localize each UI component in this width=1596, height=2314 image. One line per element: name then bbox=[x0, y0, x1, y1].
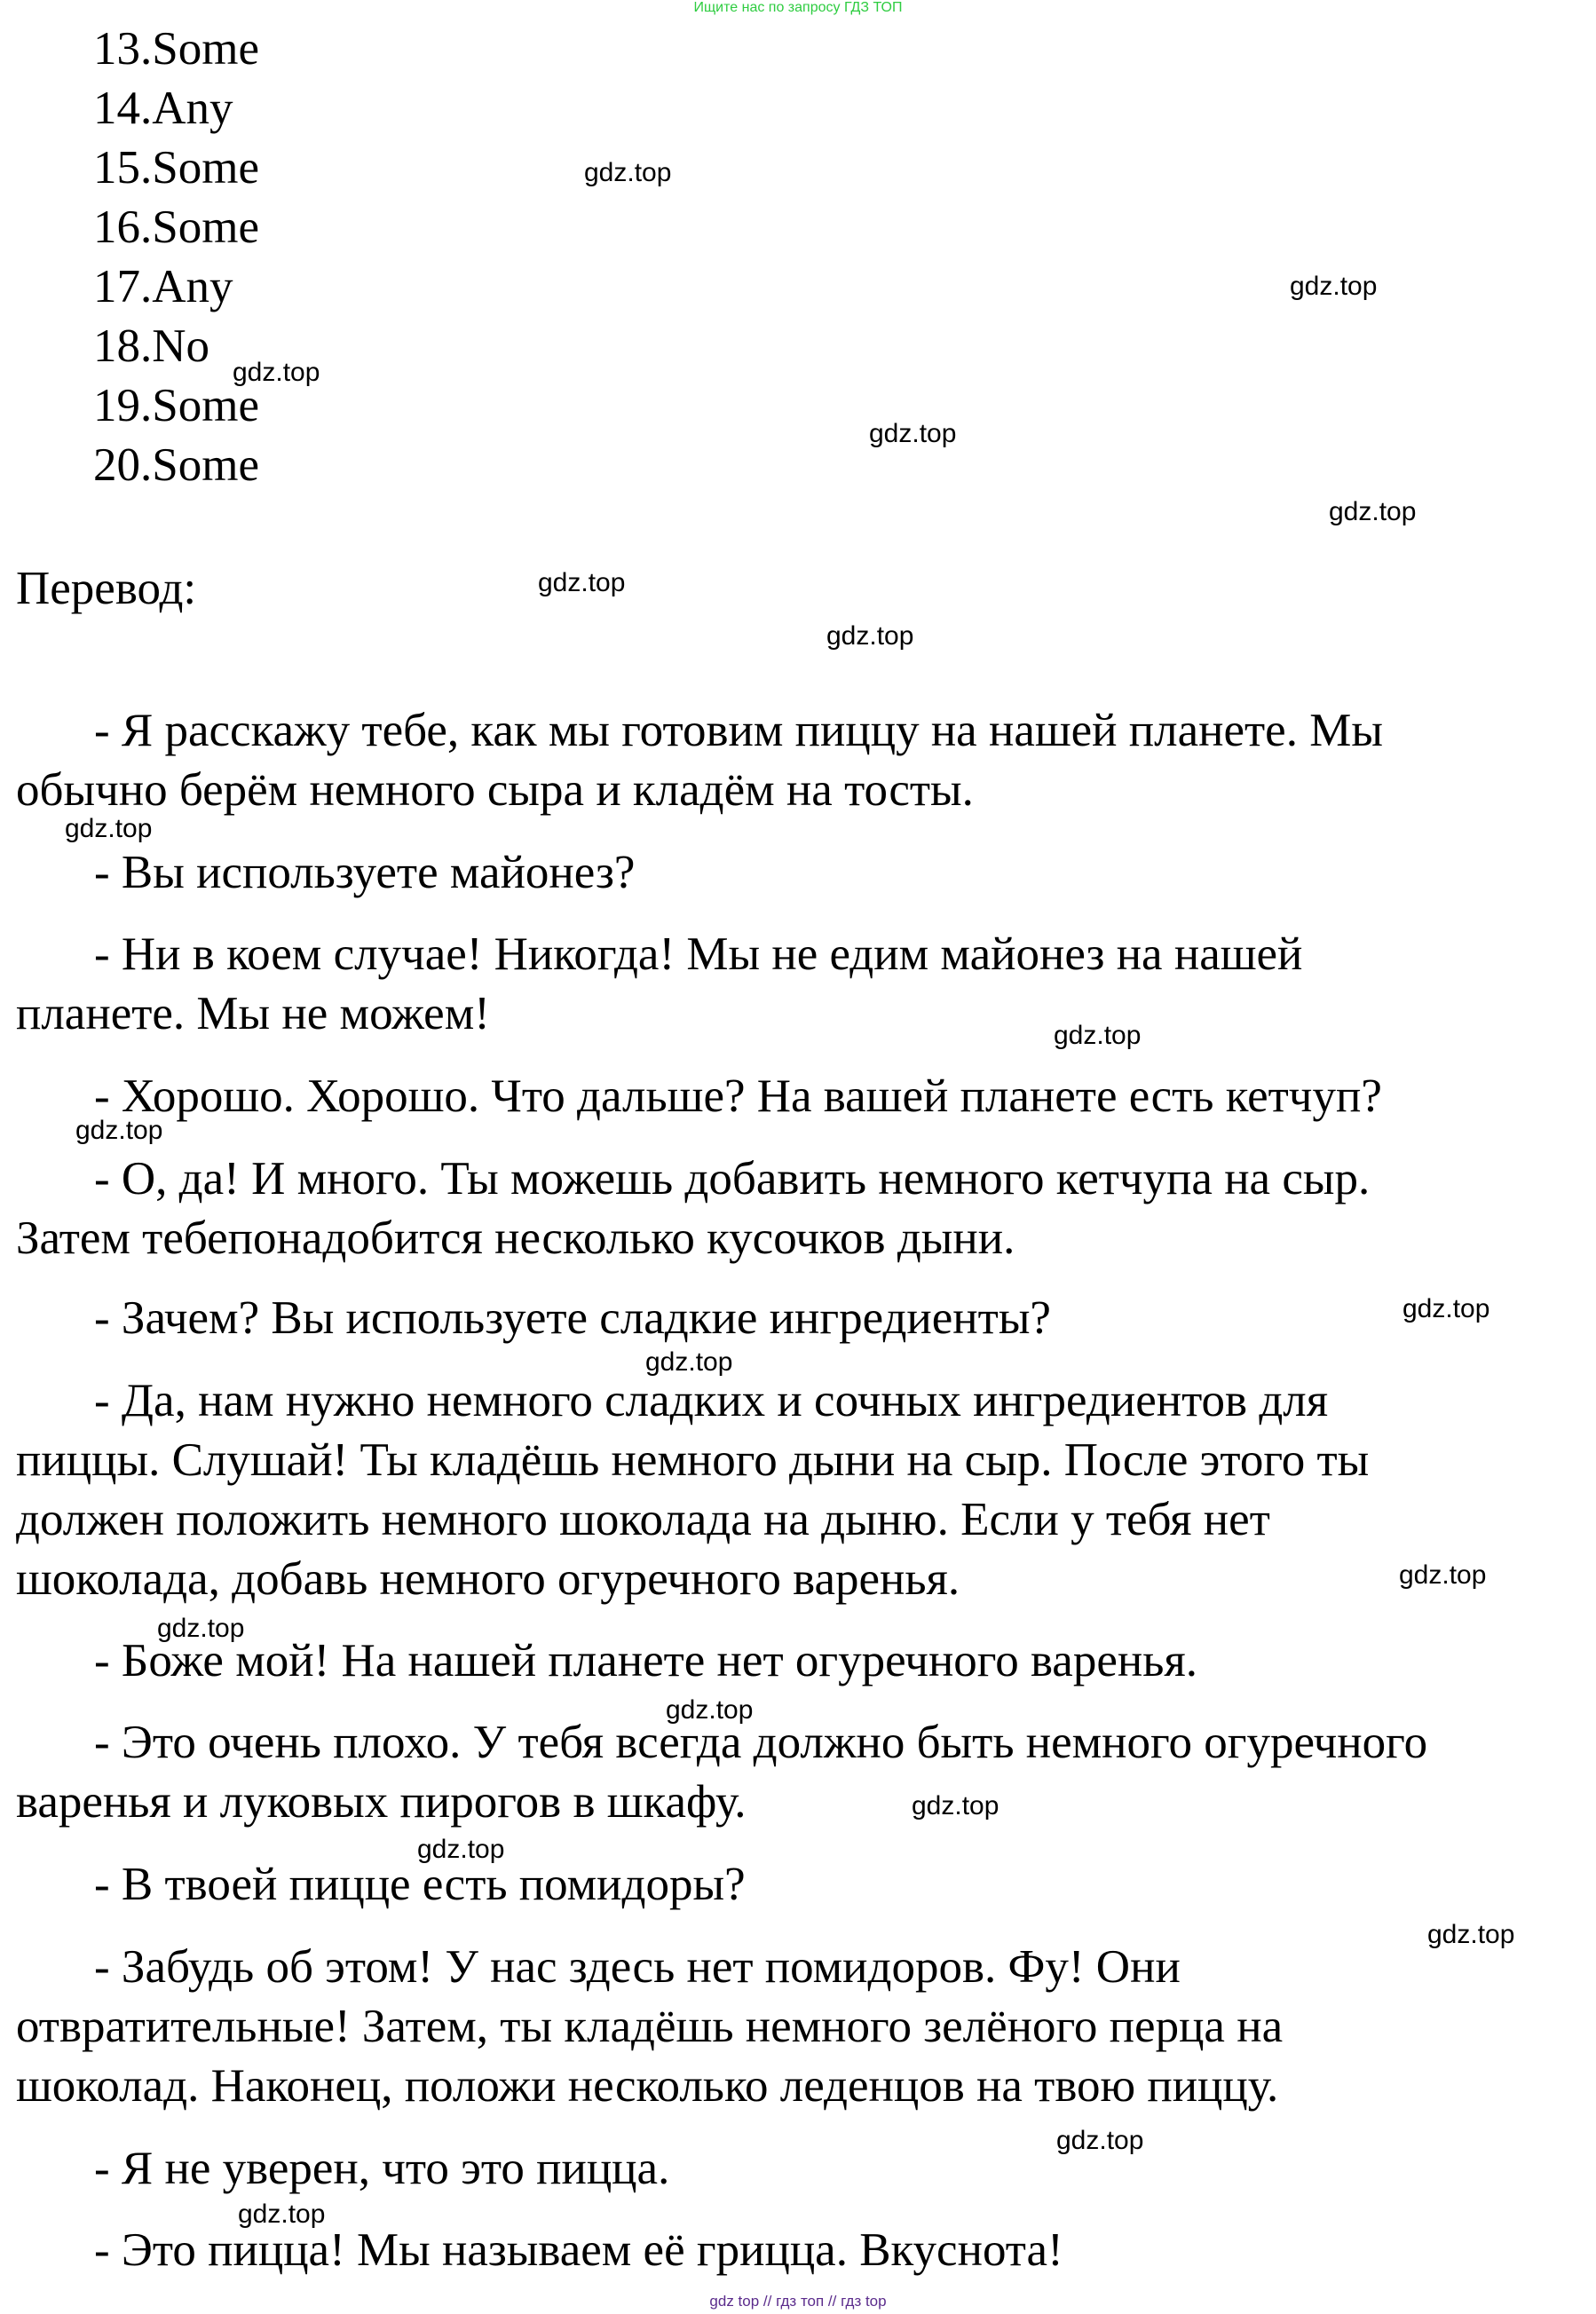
watermark: gdz.top bbox=[157, 1614, 245, 1643]
watermark: gdz.top bbox=[826, 621, 914, 651]
top-banner[interactable]: Ищите нас по запросу ГДЗ ТОП bbox=[693, 0, 903, 15]
answer-item: 14.Any bbox=[93, 83, 233, 134]
watermark: gdz.top bbox=[645, 1347, 733, 1377]
line-text: - Да, нам нужно немного сладких и сочных ингредиентов для bbox=[94, 1375, 1329, 1426]
watermark: gdz.top bbox=[869, 419, 957, 448]
line-text: - Хорошо. Хорошо. Что дальше? На вашей планете есть кетчуп? bbox=[94, 1070, 1382, 1122]
dialogue-line-12 bbox=[16, 2139, 1583, 2199]
line-text: обычно берём немного сыра и кладём на тосты. bbox=[16, 764, 974, 816]
answer-item: 20.Some bbox=[93, 439, 259, 491]
dialogue-line-6 bbox=[16, 1289, 1583, 1348]
line-text: - Это очень плохо. У тебя всегда должно быть немного огуречного bbox=[94, 1717, 1428, 1768]
answer-item: 19.Some bbox=[93, 380, 259, 431]
watermark: gdz.top bbox=[1427, 1920, 1515, 1949]
dialogue-line-2 bbox=[16, 843, 1583, 903]
answer-item: 18.No bbox=[93, 320, 210, 372]
watermark: gdz.top bbox=[65, 814, 153, 843]
line-text: варенья и луковых пирогов в шкафу. bbox=[16, 1776, 747, 1828]
watermark: gdz.top bbox=[1399, 1560, 1487, 1590]
line-text: пиццы. Слушай! Ты кладёшь немного дыни на сыр. После этого ты bbox=[16, 1434, 1370, 1486]
line-text: - Ни в коем случае! Никогда! Мы не едим майонез на нашей bbox=[94, 928, 1303, 980]
answer-item: 15.Some bbox=[93, 142, 259, 193]
watermark: gdz.top bbox=[1056, 2126, 1144, 2155]
line-text: - Вы используете майонез? bbox=[94, 847, 636, 898]
dialogue-line-8 bbox=[16, 1631, 1583, 1691]
watermark: gdz.top bbox=[1054, 1021, 1142, 1050]
watermark: gdz.top bbox=[1290, 272, 1378, 301]
answer-item: 16.Some bbox=[93, 201, 259, 253]
watermark: gdz.top bbox=[417, 1835, 505, 1864]
line-text: должен положить немного шоколада на дыню. Если у тебя нет bbox=[16, 1494, 1270, 1545]
line-text: - Забудь об этом! У нас здесь нет помидоров. Фу! Они bbox=[94, 1941, 1181, 1993]
answer-item: 13.Some bbox=[93, 23, 259, 75]
dialogue-line-3 bbox=[16, 925, 1583, 1044]
watermark: gdz.top bbox=[75, 1116, 163, 1145]
line-text: Затем тебепонадобится несколько кусочков дыни. bbox=[16, 1212, 1015, 1264]
answer-item: 17.Any bbox=[93, 261, 233, 312]
line-text: - Зачем? Вы используете сладкие ингредиенты? bbox=[94, 1292, 1051, 1344]
line-text: - Это пицца! Мы называем её грицца. Вкуснота! bbox=[94, 2224, 1063, 2276]
line-text: - Я расскажу тебе, как мы готовим пиццу на нашей планете. Мы bbox=[94, 705, 1383, 756]
dialogue-line-1 bbox=[16, 701, 1583, 820]
line-text: планете. Мы не можем! bbox=[16, 988, 490, 1039]
line-text: - О, да! И много. Ты можешь добавить немного кетчупа на сыр. bbox=[94, 1153, 1371, 1204]
dialogue-line-11 bbox=[16, 1938, 1583, 2116]
dialogue-line-4 bbox=[16, 1067, 1583, 1126]
watermark: gdz.top bbox=[233, 358, 320, 387]
watermark: gdz.top bbox=[238, 2199, 326, 2229]
dialogue-line-10 bbox=[16, 1855, 1583, 1915]
line-text: отвратительные! Затем, ты кладёшь немного зелёного перца на bbox=[16, 2001, 1284, 2052]
line-text: шоколад. Наконец, положи несколько леденцов на твою пиццу. bbox=[16, 2060, 1279, 2112]
dialogue-line-9 bbox=[16, 1713, 1583, 1832]
answer-list bbox=[93, 20, 259, 495]
translation-heading: Перевод: bbox=[16, 563, 197, 614]
watermark: gdz.top bbox=[912, 1791, 999, 1820]
line-text: шоколада, добавь немного огуречного варенья. bbox=[16, 1553, 960, 1605]
dialogue-line-5 bbox=[16, 1149, 1583, 1268]
line-text: - В твоей пицце есть помидоры? bbox=[94, 1859, 746, 1910]
watermark: gdz.top bbox=[666, 1695, 754, 1725]
line-text: - Боже мой! На нашей планете нет огуречного варенья. bbox=[94, 1635, 1198, 1686]
dialogue-line-7 bbox=[16, 1371, 1583, 1609]
watermark: gdz.top bbox=[1402, 1294, 1490, 1323]
watermark: gdz.top bbox=[538, 568, 626, 597]
line-text: - Я не уверен, что это пицца. bbox=[94, 2143, 670, 2194]
watermark: gdz.top bbox=[1329, 497, 1417, 526]
dialogue-line-13 bbox=[16, 2221, 1583, 2280]
footer-links[interactable]: gdz top // гдз топ // гдз top bbox=[709, 2293, 887, 2310]
watermark: gdz.top bbox=[584, 158, 672, 187]
